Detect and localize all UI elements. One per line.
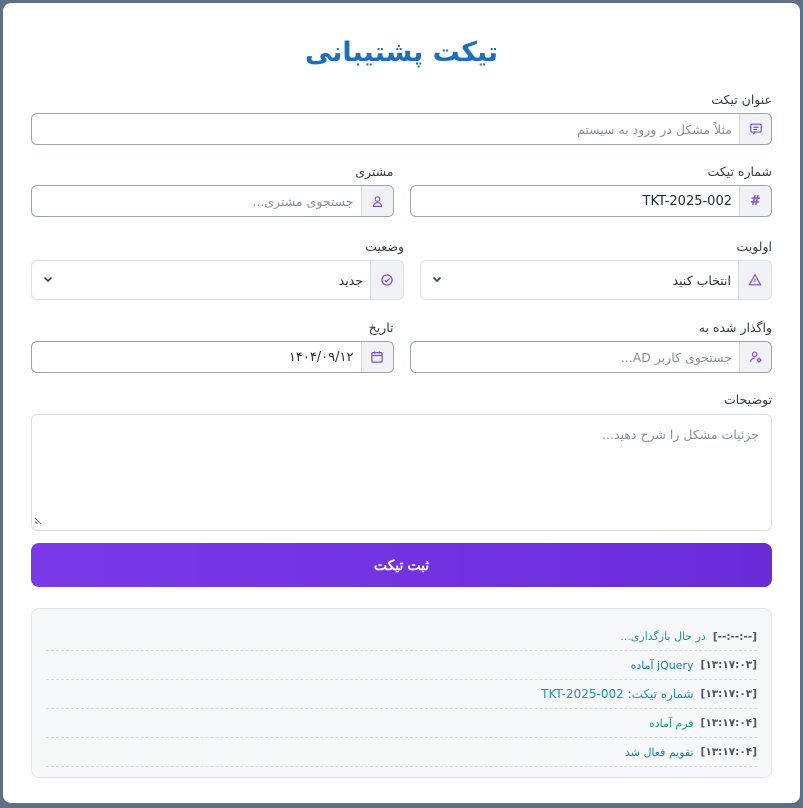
submit-ticket-button[interactable]: ثبت تیکت <box>31 543 772 587</box>
description-textarea[interactable] <box>31 414 772 531</box>
log-timestamp: [۱۳:۱۷:۰۳] <box>700 688 757 700</box>
user-icon <box>361 186 393 216</box>
ticket-form-card <box>3 3 800 803</box>
calendar-icon <box>361 342 393 372</box>
ticket-number-field[interactable] <box>410 185 773 217</box>
log-line <box>46 709 757 738</box>
chevron-down-icon <box>42 273 54 288</box>
subject-label: عنوان تیکت <box>711 92 772 107</box>
date-label: تاریخ <box>368 320 394 335</box>
warning-icon <box>738 261 771 299</box>
subject-input[interactable] <box>31 113 772 145</box>
resize-handle-icon[interactable] <box>34 513 42 528</box>
ticket-number-label: شماره تیکت <box>707 164 772 179</box>
chat-icon <box>739 114 771 144</box>
log-message: jQuery آماده <box>630 658 694 672</box>
activity-log <box>31 608 772 778</box>
date-input[interactable] <box>31 341 394 373</box>
log-timestamp: [--:--:--] <box>712 630 757 643</box>
description-placeholder: جزئیات مشکل را شرح دهید... <box>602 427 759 442</box>
log-line <box>46 738 757 767</box>
hash-icon: # <box>739 186 771 216</box>
log-line <box>46 623 757 651</box>
priority-select[interactable] <box>420 260 772 300</box>
date-value: ۱۴۰۴/۰۹/۱۲ <box>288 349 354 365</box>
page-title: تیکت پشتیبانی <box>304 37 499 68</box>
status-select[interactable] <box>31 260 404 300</box>
log-timestamp: [۱۳:۱۷:۰۴] <box>700 717 757 729</box>
assigned-user-search-input[interactable] <box>410 341 773 373</box>
customer-search-input[interactable] <box>31 185 394 217</box>
priority-value: انتخاب کنید <box>672 272 731 288</box>
log-timestamp: [۱۳:۱۷:۰۴] <box>700 746 757 758</box>
user-cog-icon <box>739 342 771 372</box>
log-line <box>46 680 757 709</box>
status-label: وضعیت <box>365 239 404 254</box>
ticket-number-value: TKT-2025-002 <box>642 193 732 209</box>
assigned-to-placeholder: جستجوی کاربر AD... <box>620 349 732 365</box>
log-message: تقویم فعال شد <box>624 745 694 759</box>
log-line <box>46 651 757 680</box>
customer-placeholder: جستجوی مشتری... <box>252 193 354 209</box>
subject-placeholder: مثلاً مشکل در ورود به سیستم <box>577 121 732 137</box>
check-circle-icon <box>370 261 403 299</box>
assigned-to-label: واگذار شده به <box>698 320 772 335</box>
description-label: توضیحات <box>724 392 772 407</box>
log-message: در حال بارگذاری... <box>620 630 706 643</box>
log-message: فرم آماده <box>648 716 694 730</box>
log-message: شماره تیکت: TKT-2025-002 <box>541 687 694 701</box>
status-value: جدید <box>338 272 363 288</box>
priority-label: اولویت <box>736 239 772 254</box>
chevron-down-icon <box>431 273 443 288</box>
customer-label: مشتری <box>355 164 394 179</box>
log-timestamp: [۱۳:۱۷:۰۳] <box>700 659 757 671</box>
